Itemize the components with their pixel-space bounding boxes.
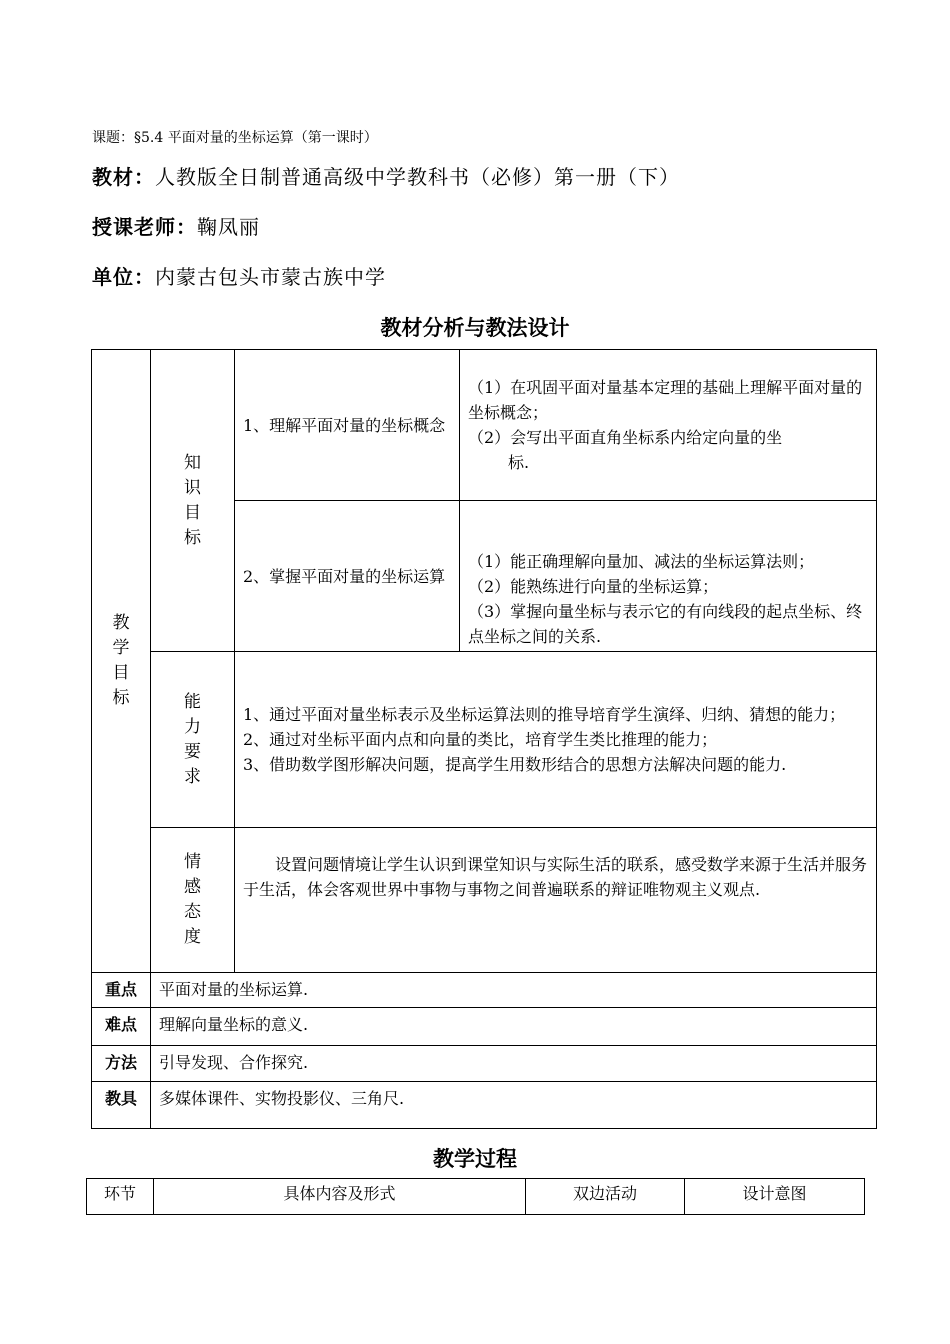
unit-value: 内蒙古包头市蒙古族中学 — [155, 265, 386, 289]
difficulty-value: 理解向量坐标的意义. — [151, 1008, 877, 1046]
key-point-value: 平面对量的坐标运算. — [151, 973, 877, 1008]
ability-label: 能 力 要 求 — [151, 652, 235, 828]
method-label: 方法 — [92, 1046, 151, 1082]
knowledge-point-2: 2、掌握平面对量的坐标运算 — [235, 501, 460, 652]
teaching-aids-value: 多媒体课件、实物投影仪、三角尺. — [151, 1082, 877, 1129]
difficulty-label: 难点 — [92, 1008, 151, 1046]
knowledge-point-1: 1、理解平面对量的坐标概念 — [235, 350, 460, 501]
knowledge-details-1: （1）在巩固平面对量基本定理的基础上理解平面对量的坐标概念； （2）会写出平面直角坐标系内给定向量的坐 标. — [460, 350, 877, 501]
emotion-attitude: 设置问题情境让学生认识到课堂知识与实际生活的联系，感受数学来源于生活并服务于生活，体会客观世界中事物与事物之间普遍联系的辩证唯物观主义观点. — [235, 828, 877, 973]
lesson-topic: 课题：§5.4 平面对量的坐标运算（第一课时） — [92, 130, 378, 146]
column-header: 具体内容及形式 — [154, 1179, 526, 1215]
key-point-label: 重点 — [92, 973, 151, 1008]
teaching-aids-label: 教具 — [92, 1082, 151, 1129]
ability-requirements: 1、通过平面对量坐标表示及坐标运算法则的推导培育学生演绎、归纳、猜想的能力； 2、通过对坐标平面内点和向量的类比，培育学生类比推理的能力； 3、借助数学图形解决问题，提高学生用数形结合的思想方法解决问题的能力. — [235, 652, 877, 828]
analysis-title: 教材分析与教法设计 — [380, 316, 570, 340]
textbook-value: 人教版全日制普通高级中学教科书（必修）第一册（下） — [155, 165, 680, 189]
knowledge-details-2: （1）能正确理解向量加、减法的坐标运算法则； （2）能熟练进行向量的坐标运算； （3）掌握向量坐标与表示它的有向线段的起点坐标、终点坐标之间的关系. — [460, 501, 877, 652]
column-header: 双边活动 — [526, 1179, 685, 1215]
process-title: 教学过程 — [433, 1147, 517, 1171]
knowledge-goal-label: 知 识 目 标 — [151, 350, 235, 652]
process-table — [86, 1178, 865, 1215]
textbook-label: 教材： — [92, 165, 155, 189]
teacher-line — [92, 211, 260, 240]
teaching-goal-label: 教 学 目 标 — [92, 350, 151, 973]
analysis-table — [91, 349, 877, 1129]
unit-label: 单位： — [92, 265, 155, 289]
unit-line — [92, 261, 386, 290]
emotion-label: 情 感 态 度 — [151, 828, 235, 973]
column-header: 设计意图 — [685, 1179, 865, 1215]
method-value: 引导发现、合作探究. — [151, 1046, 877, 1082]
column-header: 环节 — [87, 1179, 154, 1215]
teacher-value: 鞠凤丽 — [197, 215, 260, 239]
textbook-line — [92, 161, 680, 190]
teacher-label: 授课老师： — [92, 215, 197, 239]
